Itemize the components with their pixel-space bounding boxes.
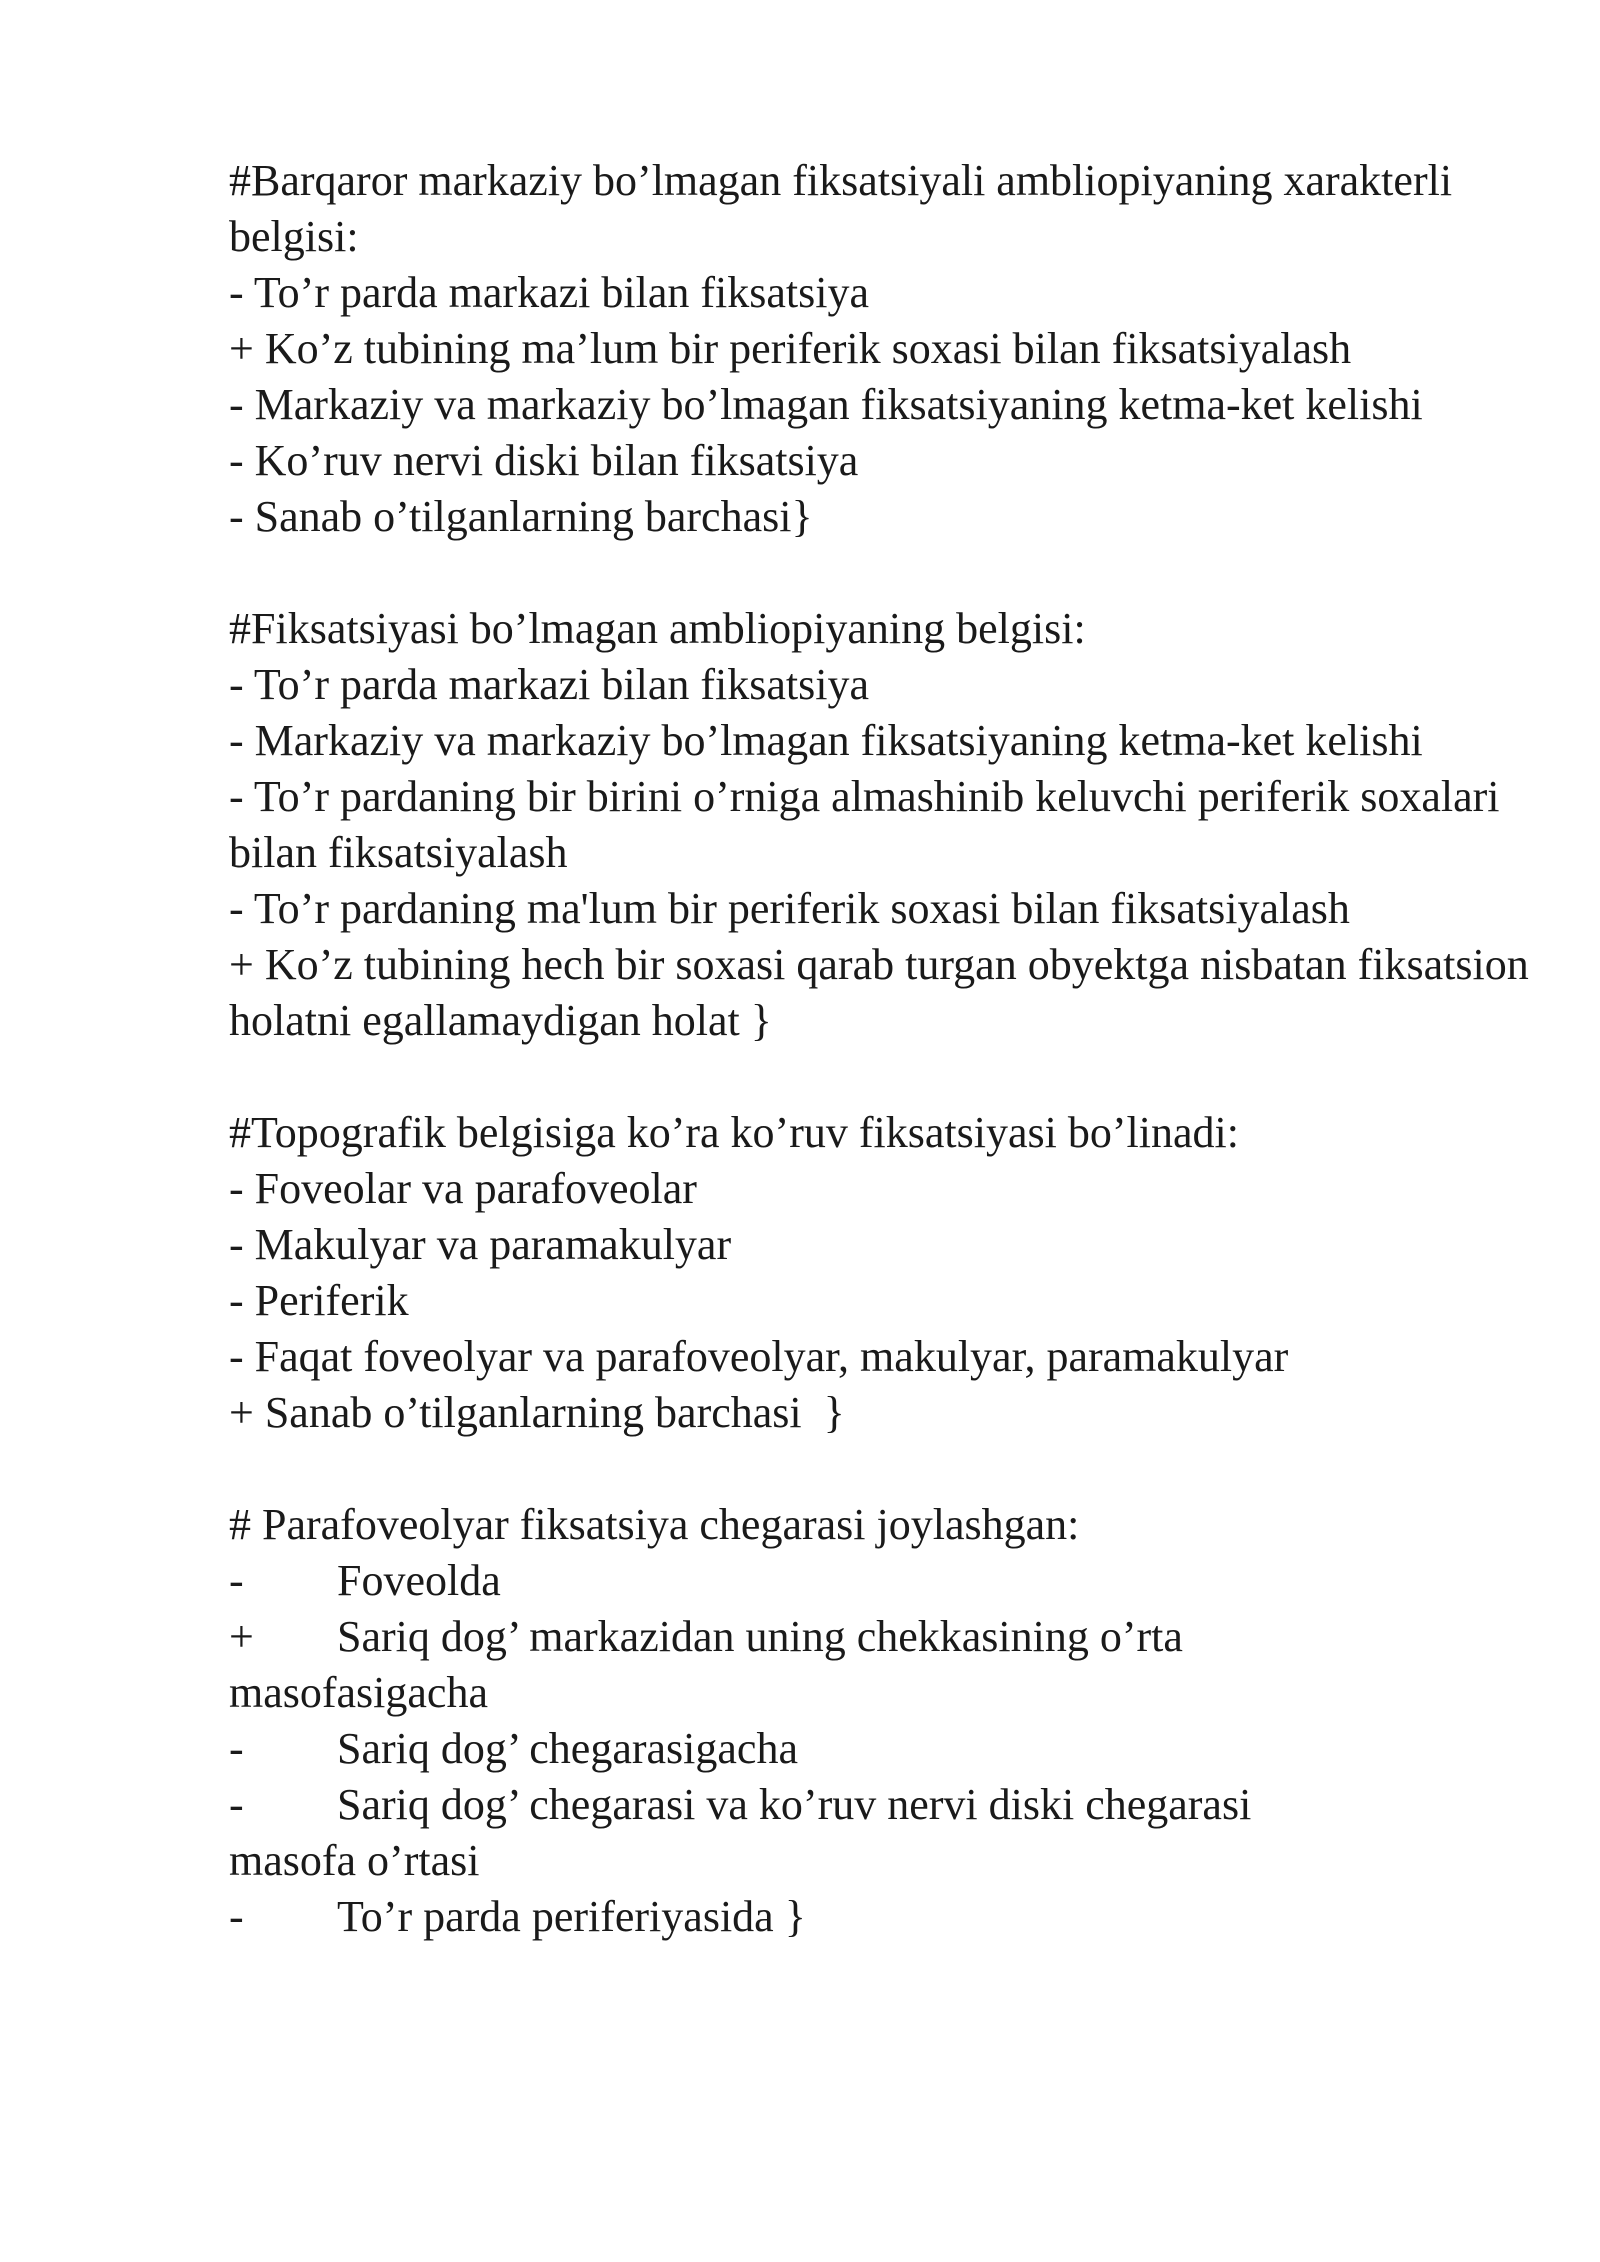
answer-option: - Markaziy va markaziy bo’lmagan fiksatsiyaning ketma-ket kelishi	[229, 380, 1423, 429]
question-title: #Fiksatsiyasi bo’lmagan ambliopiyaning belgisi:	[229, 604, 1086, 653]
question-title: #Barqaror markaziy bo’lmagan fiksatsiyali ambliopiyaning xarakterli belgisi:	[229, 156, 1464, 261]
answer-option: - To’r pardaning bir birini o’rniga almashinib keluvchi periferik soxalari bilan fiksatsiyalash	[229, 772, 1511, 877]
answer-option-correct: + Ko’z tubining ma’lum bir periferik soxasi bilan fiksatsiyalash	[229, 324, 1352, 373]
option-marker: -	[229, 1780, 244, 1829]
answer-option	[229, 1721, 1529, 1777]
answer-option: - To’r parda markazi bilan fiksatsiya	[229, 268, 869, 317]
option-marker: -	[229, 1892, 244, 1941]
option-text: Foveolda	[337, 1556, 501, 1605]
option-text: Sariq dog’ chegarasigacha	[337, 1724, 798, 1773]
document-page	[229, 153, 1540, 2001]
option-text: Sariq dog’ markazidan uning chekkasining o’rta	[337, 1612, 1183, 1661]
answer-option: - Faqat foveolyar va parafoveolyar, makulyar, paramakulyar	[229, 1332, 1289, 1381]
answer-option: - Sanab o’tilganlarning barchasi}	[229, 492, 813, 541]
option-text-continuation: masofa o’rtasi	[229, 1836, 480, 1885]
answer-option: - Periferik	[229, 1276, 409, 1325]
option-marker: +	[229, 1612, 254, 1661]
option-text: Sariq dog’ chegarasi va ko’ruv nervi diski chegarasi	[337, 1780, 1252, 1829]
answer-option-correct: + Ko’z tubining hech bir soxasi qarab turgan obyektga nisbatan fiksatsion holatni egallamaydigan holat }	[229, 940, 1540, 1045]
answer-option: - Makulyar va paramakulyar	[229, 1220, 732, 1269]
answer-option: - Markaziy va markaziy bo’lmagan fiksatsiyaning ketma-ket kelishi	[229, 716, 1423, 765]
question-2	[229, 601, 1540, 1049]
answer-option-correct: + Sanab o’tilganlarning barchasi }	[229, 1388, 845, 1437]
answer-option	[229, 1889, 1529, 1945]
answer-option	[229, 1553, 1529, 1609]
option-marker: -	[229, 1724, 244, 1773]
answer-option	[229, 1777, 1529, 1833]
answer-option: - To’r pardaning ma'lum bir periferik soxasi bilan fiksatsiyalash	[229, 884, 1350, 933]
answer-option: - To’r parda markazi bilan fiksatsiya	[229, 660, 869, 709]
answer-option: - Ko’ruv nervi diski bilan fiksatsiya	[229, 436, 859, 485]
option-text-continuation: masofasigacha	[229, 1668, 488, 1717]
option-marker: -	[229, 1556, 244, 1605]
question-1	[229, 153, 1529, 545]
question-title: # Parafoveolyar fiksatsiya chegarasi joylashgan:	[229, 1500, 1080, 1549]
answer-option-correct	[229, 1609, 1529, 1665]
question-4	[229, 1497, 1529, 1945]
question-3	[229, 1105, 1529, 1441]
question-title: #Topografik belgisiga ko’ra ko’ruv fiksatsiyasi bo’linadi:	[229, 1108, 1239, 1157]
option-text: To’r parda periferiyasida }	[337, 1892, 806, 1941]
answer-option: - Foveolar va parafoveolar	[229, 1164, 697, 1213]
